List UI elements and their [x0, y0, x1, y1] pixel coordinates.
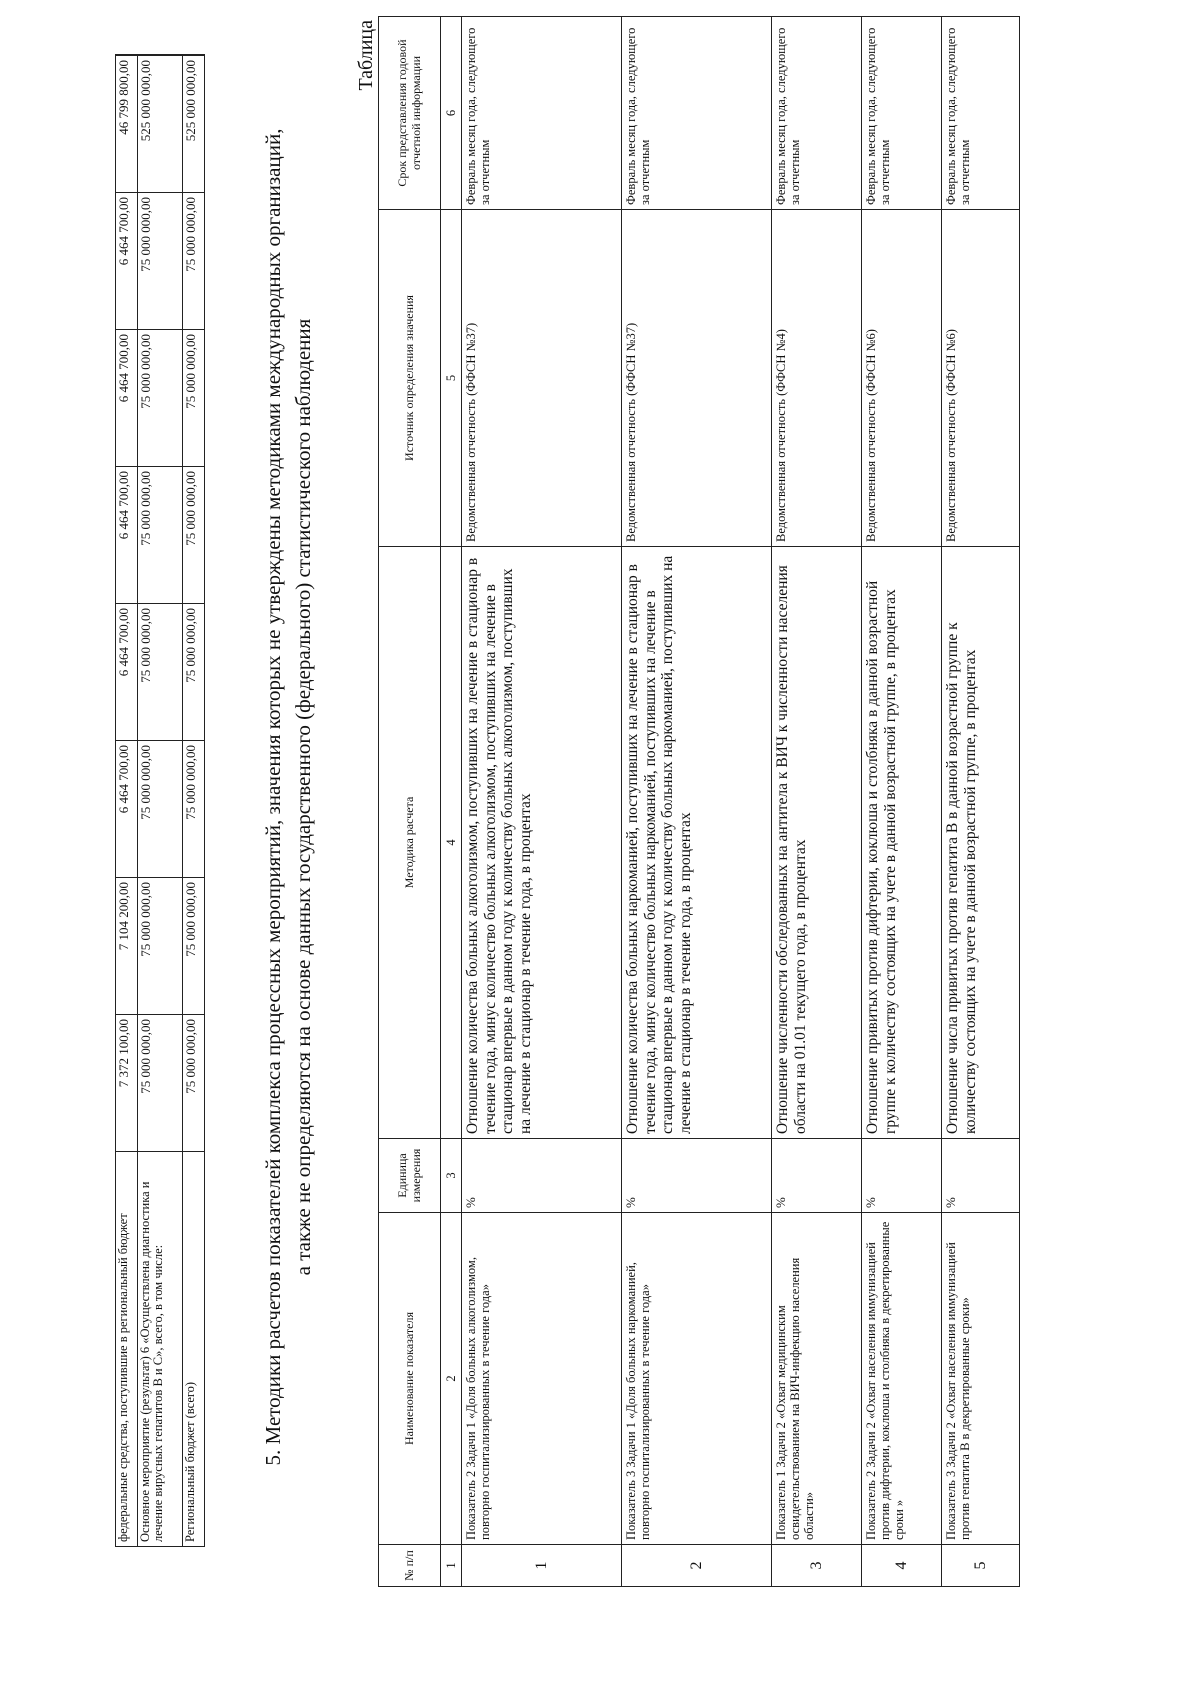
row-number: 2: [622, 1545, 772, 1587]
budget-amount: 75 000 000,00: [183, 330, 205, 467]
budget-amount: 75 000 000,00: [138, 878, 183, 1015]
column-number: 2: [441, 1213, 462, 1545]
budget-amount: 75 000 000,00: [138, 604, 183, 741]
budget-amount: 75 000 000,00: [138, 741, 183, 878]
indicator-name: Показатель 3 Задачи 2 «Охват населения иммунизацией против гепатита В в декретированные сроки»: [942, 1213, 1020, 1545]
budget-row-label: федеральные средства, поступившие в региональный бюджет: [116, 1152, 138, 1547]
section-heading-line-2: а также не определяются на основе данных государственного (федерального) статистического наблюдения: [291, 318, 315, 1276]
table-row: [862, 17, 942, 1587]
table-row: [622, 17, 772, 1587]
indicator-name: Показатель 1 Задачи 2 «Охват медицинским освидетельствованием на ВИЧ-инфекцию населения области»: [772, 1213, 862, 1545]
budget-amount: 75 000 000,00: [183, 878, 205, 1015]
data-source: Ведомственная отчетность (ФФСН №37): [462, 210, 622, 547]
reporting-deadline: Февраль месяц года, следующего за отчетным: [942, 17, 1020, 210]
table-row: [942, 17, 1020, 1587]
reporting-deadline: Февраль месяц года, следующего за отчетным: [862, 17, 942, 210]
budget-amount: 6 464 700,00: [116, 193, 138, 330]
budget-amount: 525 000 000,00: [138, 55, 183, 193]
budget-amount: 75 000 000,00: [183, 1015, 205, 1152]
calculation-method: Отношение числа привитых против гепатита В в данной возрастной группе к количеству состоящих на учете в данной возрастной группе, в процентах: [942, 547, 1020, 1139]
reporting-deadline: Февраль месяц года, следующего за отчетным: [462, 17, 622, 210]
budget-amount: 46 799 800,00: [116, 55, 138, 193]
section-heading: [258, 87, 318, 1507]
column-number: 6: [441, 17, 462, 210]
row-number: 5: [942, 1545, 1020, 1587]
header-term: Срок представления годовой отчетной информации: [379, 17, 441, 210]
column-number: 1: [441, 1545, 462, 1587]
indicator-name: Показатель 3 Задачи 1 «Доля больных наркоманией, повторно госпитализированных в течение года»: [622, 1213, 772, 1545]
budget-row-label: Региональный бюджет (всего): [183, 1152, 205, 1547]
data-source: Ведомственная отчетность (ФФСН №37): [622, 210, 772, 547]
budget-amount: 75 000 000,00: [183, 467, 205, 604]
table-row: [772, 17, 862, 1587]
budget-row: [116, 55, 138, 1547]
unit-cell: %: [772, 1139, 862, 1213]
header-no: № п/п: [379, 1545, 441, 1587]
header-name: Наименование показателя: [379, 1213, 441, 1545]
column-number: 4: [441, 547, 462, 1139]
unit-cell: %: [462, 1139, 622, 1213]
reporting-deadline: Февраль месяц года, следующего за отчетным: [622, 17, 772, 210]
budget-amount: 7 104 200,00: [116, 878, 138, 1015]
budget-amount: 75 000 000,00: [138, 193, 183, 330]
budget-amount: 75 000 000,00: [183, 604, 205, 741]
indicator-name: Показатель 2 Задачи 2 «Охват населения иммунизацией против дифтерии, коклюша и столбняка в декретированные сроки »: [862, 1213, 942, 1545]
row-number: 3: [772, 1545, 862, 1587]
header-unit: Единица измерения: [379, 1139, 441, 1213]
reporting-deadline: Февраль месяц года, следующего за отчетным: [772, 17, 862, 210]
table-row: [462, 17, 622, 1587]
header-source: Источник определения значения: [379, 210, 441, 547]
data-source: Ведомственная отчетность (ФФСН №6): [942, 210, 1020, 547]
budget-amount: 6 464 700,00: [116, 467, 138, 604]
data-source: Ведомственная отчетность (ФФСН №4): [772, 210, 862, 547]
budget-amount: 75 000 000,00: [138, 467, 183, 604]
budget-amount: 6 464 700,00: [116, 330, 138, 467]
row-number: 4: [862, 1545, 942, 1587]
calculation-method: Отношение количества больных наркоманией, поступивших на лечение в стационар в течение года, минус количество больных наркоманией, поступивших на лечение в стационар впервые в данном году к количеству больных наркоманией, поступивших на лечение в стационар в течение года, в процентах: [622, 547, 772, 1139]
section-heading-line-1: 5. Методики расчетов показателей комплекса процессных мероприятий, значения которых не утверждены методиками международных организаций,: [261, 128, 285, 1466]
calculation-method: Отношение численности обследованных на антитела к ВИЧ к численности населения области на 01.01 текущего года, в процентах: [772, 547, 862, 1139]
methodology-table: [378, 16, 1020, 1587]
budget-amount: 6 464 700,00: [116, 741, 138, 878]
table-label: Таблица: [355, 20, 377, 91]
column-number: 5: [441, 210, 462, 547]
calculation-method: Отношение количества больных алкоголизмом, поступивших на лечение в стационар в течение года, минус количество больных алкоголизмом, поступивших на лечение в стационар впервые в данном году к количеству больных алкоголизмом, поступивших на лечение в стационар в течение года, в процентах: [462, 547, 622, 1139]
unit-cell: %: [622, 1139, 772, 1213]
budget-amount: 75 000 000,00: [138, 1015, 183, 1152]
column-number: 3: [441, 1139, 462, 1213]
indicator-name: Показатель 2 Задачи 1 «Доля больных алкоголизмом, повторно госпитализированных в течение года»: [462, 1213, 622, 1545]
calculation-method: Отношение привитых против дифтерии, коклюша и столбняка в данной возрастной группе к количеству состоящих на учете в данной возрастной группе, в процентах: [862, 547, 942, 1139]
unit-cell: %: [942, 1139, 1020, 1213]
budget-amount: 75 000 000,00: [183, 741, 205, 878]
budget-amount: 75 000 000,00: [138, 330, 183, 467]
data-source: Ведомственная отчетность (ФФСН №6): [862, 210, 942, 547]
budget-amount: 7 372 100,00: [116, 1015, 138, 1152]
budget-amount: 525 000 000,00: [183, 55, 205, 193]
budget-amount: 75 000 000,00: [183, 193, 205, 330]
column-number-row: [441, 17, 462, 1587]
row-number: 1: [462, 1545, 622, 1587]
budget-table: [115, 54, 205, 1547]
header-method: Методика расчета: [379, 547, 441, 1139]
budget-amount: 6 464 700,00: [116, 604, 138, 741]
budget-row: [183, 55, 205, 1547]
unit-cell: %: [862, 1139, 942, 1213]
budget-row-label: Основное мероприятие (результат) 6 «Осуществлена диагностика и лечение вирусных гепатитов В и С», всего, в том числе:: [138, 1152, 183, 1547]
budget-row: [138, 55, 183, 1547]
